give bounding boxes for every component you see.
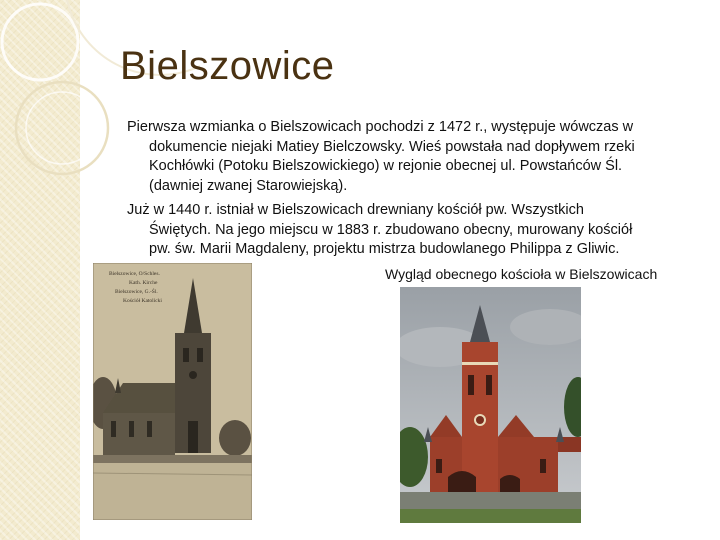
postcard-text: Kościół Katolicki — [123, 298, 162, 304]
paragraph-line: Kochłówki (Potoku Bielszowickiego) w rejonie obecnej ul. Powstańców Śl. — [149, 158, 623, 174]
paragraph-line: (dawniej zwanej Starowiejską). — [149, 177, 348, 194]
current-church-photo-image — [400, 287, 581, 523]
decorative-side-band — [0, 0, 80, 540]
slide-title: Bielszowice — [120, 44, 335, 88]
postcard-text: Kath. Kirche — [129, 280, 158, 286]
paragraph-line: dokumencie niejaki Matiey Bielczowsky. Wieś powstała nad dopływem rzeki — [149, 138, 635, 155]
paragraph-church — [127, 201, 692, 260]
postcard-text: Bielszowice, O/Schles. — [109, 271, 160, 277]
paragraph-line: Świętych. Na jego miejscu w 1883 r. zbudowano obecny, murowany kościół — [149, 221, 633, 238]
postcard-text: Bielszowice, G.-Śl. — [115, 289, 158, 295]
photo-caption: Wygląd obecnego kościoła w Bielszowicach — [385, 266, 658, 282]
paragraph-line: Już w 1440 r. istniał w Bielszowicach drewniany kościół pw. Wszystkich — [127, 202, 584, 218]
paragraph-line: Pierwsza wzmianka o Bielszowicach pochodzi z 1472 r., występuje wówczas w — [127, 119, 634, 135]
paragraph-line: pw. św. Marii Magdaleny, projektu mistrza budowlanego Philippa z Gliwic. — [149, 241, 620, 257]
paragraph-history — [127, 118, 692, 196]
old-church-postcard-image — [93, 263, 252, 520]
